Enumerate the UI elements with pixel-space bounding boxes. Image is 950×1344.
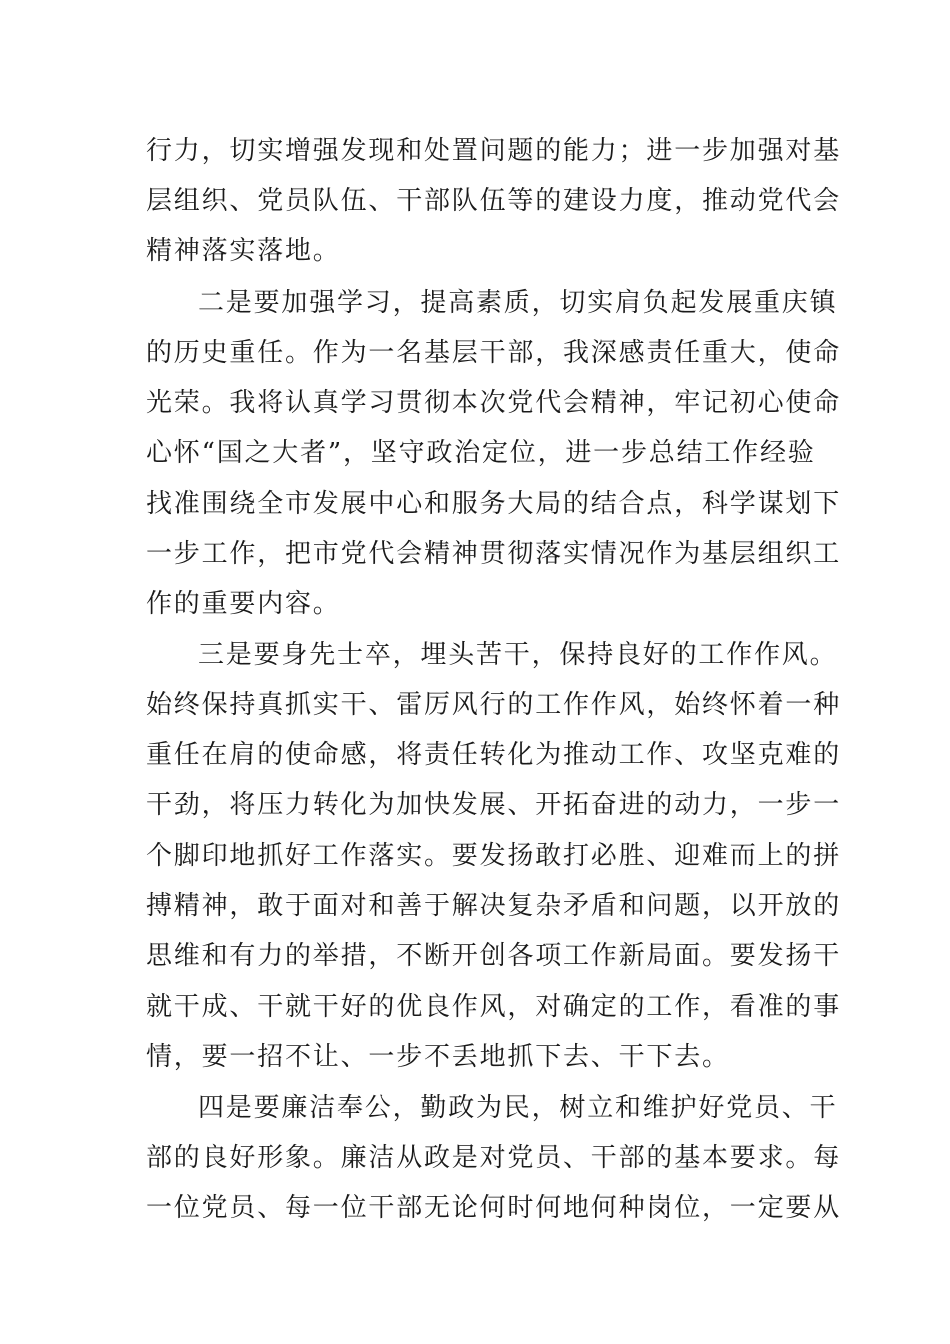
text-line: 个脚印地抓好工作落实。要发扬敢打必胜、迎难而上的拼	[146, 841, 842, 871]
text-line: 情，要一招不让、一步不丢地抓下去、干下去。	[146, 1042, 730, 1072]
text-line: 的历史重任。作为一名基层干部，我深感责任重大，使命	[146, 338, 842, 368]
text-line: 干劲，将压力转化为加快发展、开拓奋进的动力，一步一	[146, 790, 842, 820]
paragraph-first-line: 二是要加强学习，提高素质，切实肩负起发展重庆镇	[198, 288, 838, 318]
text-line: 找准围绕全市发展中心和服务大局的结合点，科学谋划下	[146, 489, 842, 519]
text-line: 一步工作，把市党代会精神贯彻落实情况作为基层组织工	[146, 539, 842, 569]
paragraph-first-line: 四是要廉洁奉公，勤政为民，树立和维护好党员、干	[198, 1093, 838, 1123]
text-line: 部的良好形象。廉洁从政是对党员、干部的基本要求。每	[146, 1143, 842, 1173]
text-line: 搏精神，敢于面对和善于解决复杂矛盾和问题，以开放的	[146, 891, 842, 921]
text-line: 重任在肩的使命感，将责任转化为推动工作、攻坚克难的	[146, 740, 842, 770]
paragraph-first-line: 三是要身先士卒，埋头苦干，保持良好的工作作风。	[198, 640, 838, 670]
text-line: 层组织、党员队伍、干部队伍等的建设力度，推动党代会	[146, 186, 842, 216]
text-line: 行力，切实增强发现和处置问题的能力；进一步加强对基	[146, 136, 842, 166]
text-line: 思维和有力的举措，不断开创各项工作新局面。要发扬干	[146, 941, 842, 971]
text-line: 精神落实落地。	[146, 236, 341, 266]
text-line: 作的重要内容。	[146, 589, 341, 619]
text-line: 心怀“国之大者”，坚守政治定位，进一步总结工作经验	[146, 438, 816, 468]
text-line: 光荣。我将认真学习贯彻本次党代会精神，牢记初心使命	[146, 388, 842, 418]
text-line: 一位党员、每一位干部无论何时何地何种岗位，一定要从	[146, 1193, 842, 1223]
text-line: 始终保持真抓实干、雷厉风行的工作作风，始终怀着一种	[146, 690, 842, 720]
text-line: 就干成、干就干好的优良作风，对确定的工作，看准的事	[146, 992, 842, 1022]
